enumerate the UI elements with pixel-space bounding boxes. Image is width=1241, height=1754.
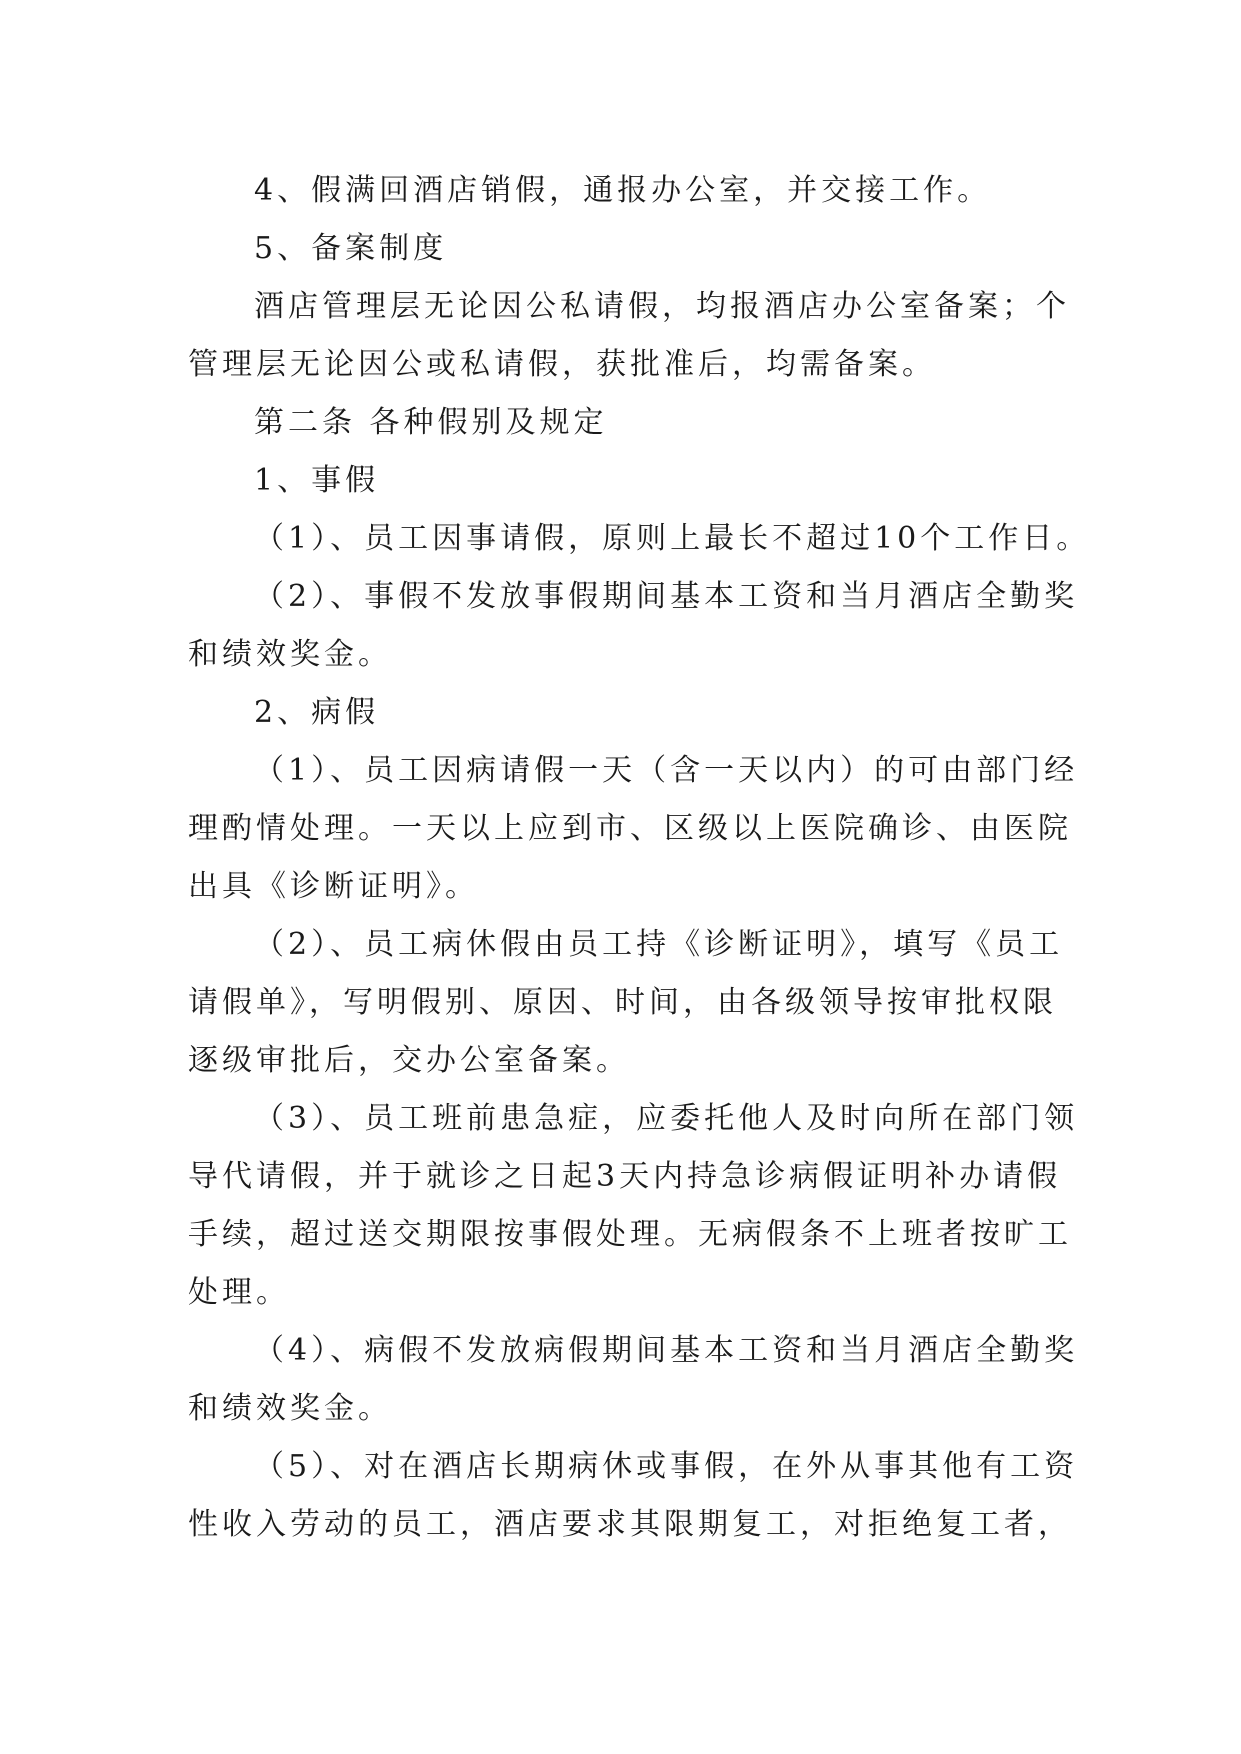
text-line: 理酌情处理。一天以上应到市、区级以上医院确诊、由医院 — [188, 811, 1072, 846]
text-line: 出具《诊断证明》。 — [188, 869, 479, 904]
text-line: 和绩效奖金。 — [188, 1391, 392, 1426]
personal-leave-item-1 — [188, 510, 1091, 568]
sick-leave-item-1 — [188, 742, 1079, 916]
sick-leave-item-3 — [188, 1090, 1079, 1322]
text-line: 和绩效奖金。 — [188, 637, 392, 672]
personal-leave-heading — [188, 452, 1068, 510]
article-two-heading — [188, 394, 1068, 452]
sick-leave-item-5 — [188, 1438, 1079, 1554]
text-line: 第二条 各种假别及规定 — [254, 405, 608, 440]
document-body — [188, 162, 1091, 1554]
text-line: 处理。 — [188, 1275, 290, 1310]
paragraph-management-filing — [188, 278, 1068, 394]
paragraph-filing-system-heading — [188, 220, 1068, 278]
text-line: 酒店管理层无论因公私请假，均报酒店办公室备案；个 — [254, 289, 1070, 324]
text-line: 1、事假 — [254, 463, 380, 498]
text-line: （2）、员工病休假由员工持《诊断证明》，填写《员工 — [254, 927, 1064, 962]
personal-leave-item-2 — [188, 568, 1079, 684]
text-line: 性收入劳动的员工，酒店要求其限期复工，对拒绝复工者， — [188, 1507, 1072, 1542]
text-line: （5）、对在酒店长期病休或事假，在外从事其他有工资 — [254, 1449, 1079, 1484]
text-line: （2）、事假不发放事假期间基本工资和当月酒店全勤奖 — [254, 579, 1079, 614]
sick-leave-item-4 — [188, 1322, 1079, 1438]
text-line: 手续，超过送交期限按事假处理。无病假条不上班者按旷工 — [188, 1217, 1072, 1252]
text-line: （4）、病假不发放病假期间基本工资和当月酒店全勤奖 — [254, 1333, 1079, 1368]
sick-leave-heading — [188, 684, 1068, 742]
text-line: （1）、员工因病请假一天（含一天以内）的可由部门经 — [254, 753, 1079, 788]
text-line: 4、假满回酒店销假，通报办公室，并交接工作。 — [254, 173, 992, 208]
paragraph-return-from-leave — [188, 162, 1068, 220]
text-line: 5、备案制度 — [254, 231, 448, 266]
text-line: 2、病假 — [254, 695, 380, 730]
text-line: 逐级审批后，交办公室备案。 — [188, 1043, 630, 1078]
text-line: 请假单》，写明假别、原因、时间，由各级领导按审批权限 — [188, 985, 1057, 1020]
text-line: （3）、员工班前患急症，应委托他人及时向所在部门领 — [254, 1101, 1079, 1136]
text-line: （1）、员工因事请假，原则上最长不超过10个工作日。 — [254, 521, 1091, 556]
text-line: 导代请假，并于就诊之日起3天内持急诊病假证明补办请假 — [188, 1159, 1062, 1194]
sick-leave-item-2 — [188, 916, 1068, 1090]
text-line: 管理层无论因公或私请假，获批准后，均需备案。 — [188, 347, 936, 382]
